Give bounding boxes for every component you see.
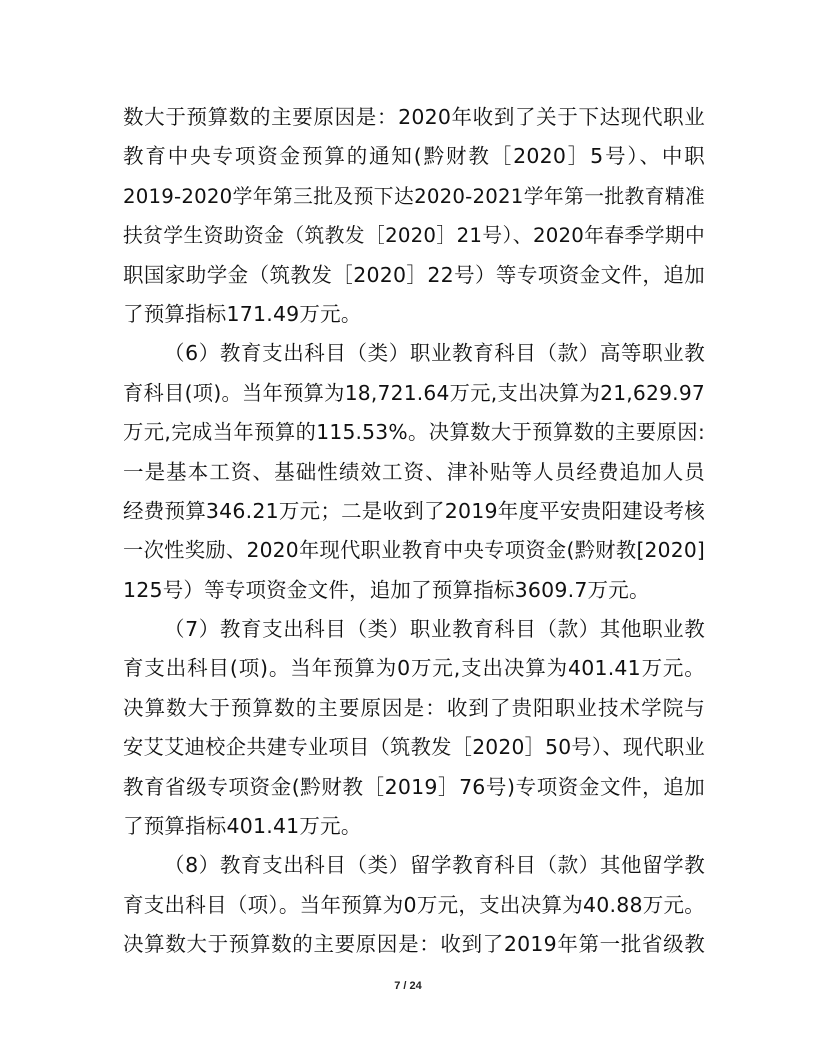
text-line: 教育中央专项资金预算的通知(黔财教［2020］5号）、中职 xyxy=(123,144,705,169)
text-line: 125号）等专项资金文件，追加了预算指标3609.7万元。 xyxy=(123,577,650,602)
text-line: 一次性奖励、2020年现代职业教育中央专项资金(黔财教[2020] xyxy=(123,538,705,563)
text-line: 了预算指标401.41万元。 xyxy=(123,814,362,839)
body-text xyxy=(123,98,705,965)
text-line: 万元,完成当年预算的115.53%。决算数大于预算数的主要原因: xyxy=(123,420,705,445)
text-line: 职国家助学金（筑教发［2020］22号）等专项资金文件，追加 xyxy=(123,262,705,287)
paragraph-8-heading-line: （8）教育支出科目（类）留学教育科目（款）其他留学教 xyxy=(164,853,705,878)
paragraph-7-heading-line: （7）教育支出科目（类）职业教育科目（款）其他职业教 xyxy=(164,617,705,642)
text-line: 育科目(项)。当年预算为18,721.64万元,支出决算为21,629.97 xyxy=(123,380,705,405)
text-line: 扶贫学生资助资金（筑教发［2020］21号）、2020年春季学期中 xyxy=(123,224,705,248)
text-line: 经费预算346.21万元；二是收到了2019年度平安贵阳建设考核 xyxy=(123,498,705,523)
text-line: 一是基本工资、基础性绩效工资、津补贴等人员经费追加人员 xyxy=(123,459,705,484)
text-line: 教育省级专项资金(黔财教［2019］76号)专项资金文件，追加 xyxy=(123,774,705,799)
page-number: 7 / 24 xyxy=(394,980,422,992)
text-line: 育支出科目（项）。当年预算为0万元，支出决算为40.88万元。 xyxy=(123,892,705,917)
text-line: 决算数大于预算数的主要原因是：收到了2019年第一批省级教 xyxy=(123,932,705,957)
paragraph-6-heading-line: （6）教育支出科目（类）职业教育科目（款）高等职业教 xyxy=(164,341,705,366)
text-line: 了预算指标171.49万元。 xyxy=(123,301,362,326)
text-line: 决算数大于预算数的主要原因是：收到了贵阳职业技术学院与 xyxy=(123,695,705,720)
text-line: 数大于预算数的主要原因是：2020年收到了关于下达现代职业 xyxy=(123,105,705,129)
text-line: 育支出科目(项)。当年预算为0万元,支出决算为401.41万元。 xyxy=(123,656,705,681)
text-line: 安艾艾迪校企共建专业项目（筑教发［2020］50号）、现代职业 xyxy=(123,735,705,760)
text-line: 2019-2020学年第三批及预下达2020-2021学年第一批教育精准 xyxy=(123,184,705,208)
